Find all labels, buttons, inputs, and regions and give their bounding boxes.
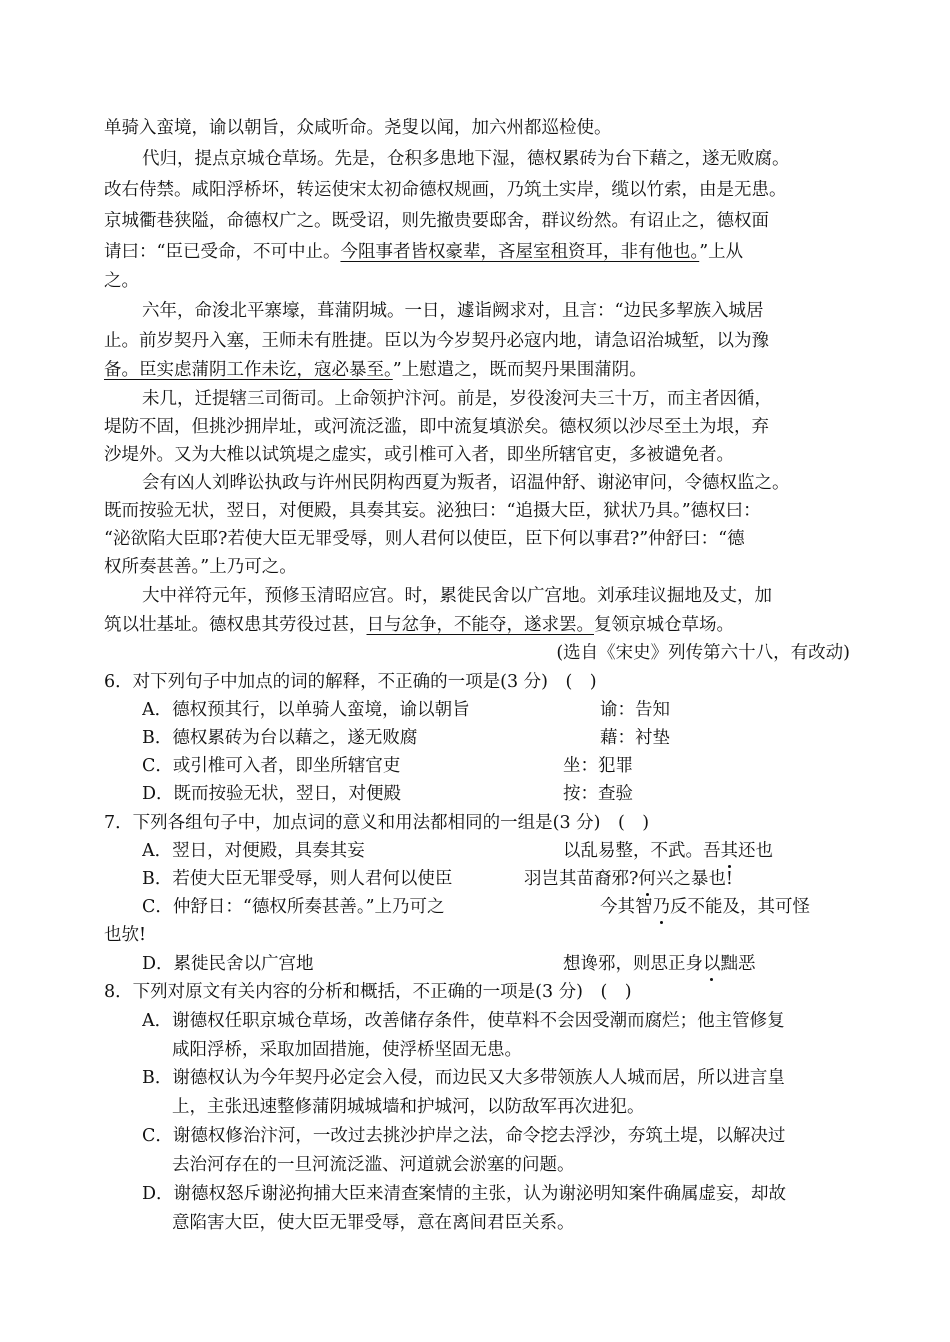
passage-line bbox=[104, 356, 850, 384]
q6-option-a bbox=[142, 696, 888, 724]
q8-option-a-cont: 咸阳浮桥，采取加固措施，使浮桥坚固无患。 bbox=[172, 1040, 522, 1060]
passage-line: 会有凶人刘晔讼执政与许州民阴构西夏为叛者，诏温仲舒、谢泌审问，令德权监之。 bbox=[142, 473, 790, 493]
text-segment: 所辖官吏，多被谴免者。 bbox=[541, 445, 734, 465]
text-segment: 验无状，翌日，对便殿 bbox=[226, 784, 402, 804]
q7-option-a-pair bbox=[563, 837, 773, 865]
q8-option-b-cont: 上，主张迅速整修蒲阴城城墙和护城河，以防敌军再次进犯。 bbox=[172, 1097, 645, 1117]
passage-line: 六年，命浚北平寨壕，葺蒲阴城。一日，遽诣阙求对，且言：“边民多挈族入城居 bbox=[142, 301, 764, 321]
q7-option-d bbox=[142, 950, 888, 978]
text-segment: 黜恶 bbox=[720, 954, 756, 974]
text-segment: 既而 bbox=[104, 501, 139, 521]
text-segment: 今其智 bbox=[600, 897, 653, 917]
q7-option-c-pair bbox=[600, 893, 810, 921]
dotted-char: 乃 bbox=[227, 553, 245, 581]
text-segment: D．既而 bbox=[142, 784, 209, 804]
passage-line bbox=[104, 611, 850, 639]
passage-line: 止。前岁契丹入塞，王师未有胜捷。臣以为今岁契丹必寇内地，请急诏治城堑，以为豫 bbox=[104, 331, 769, 351]
passage-line: 堤防不固，但挑沙拥岸址，或河流泛滥，即中流复填淤矣。德权须以沙尽至土为垠，弃 bbox=[104, 417, 769, 437]
dotted-char: 以 bbox=[703, 950, 721, 978]
text-segment: 以乱易整，不武。吾 bbox=[563, 841, 721, 861]
text-segment: 以使臣，臣下何以事君?”仲舒曰：“德 bbox=[454, 529, 745, 549]
q6-option-d-gloss: 按：查验 bbox=[563, 784, 633, 804]
q8-option-b: B．谢德权认为今年契丹必定会入侵，而边民又大多带领族人人城而居，所以进言皇 bbox=[142, 1068, 785, 1088]
question-8-stem: 8．下列对原文有关内容的分析和概括，不正确的一项是(3 分) ( ) bbox=[104, 982, 632, 1002]
text-segment: 羽岂其苗裔邪? bbox=[524, 869, 639, 889]
dotted-char: 藉 bbox=[650, 145, 668, 173]
q7-option-c-continued: 也欤! bbox=[104, 925, 147, 945]
q6-option-c bbox=[142, 752, 888, 780]
source-citation: (选自《宋史》列传第六十八，有改动) bbox=[556, 643, 850, 663]
q7-option-a bbox=[142, 837, 888, 865]
dotted-char: 谕 bbox=[400, 696, 418, 724]
dotted-char: 坐 bbox=[313, 752, 331, 780]
q6-option-d bbox=[142, 780, 888, 808]
text-segment: 请曰：“臣已受命，不可中止。 bbox=[104, 242, 341, 262]
passage-line: 京城衢巷狭隘，命德权广之。既受诏，则先撤贵要邸舍，群议纷然。有诏止之，德权面 bbox=[104, 211, 769, 231]
q7-option-b bbox=[142, 865, 888, 893]
text-segment: 以使臣 bbox=[399, 869, 453, 889]
question-6-stem: 6．对下列句子中加点的词的解释，不正确的一项是(3 分) ( ) bbox=[104, 672, 597, 692]
q8-option-c-cont: 去治河存在的一旦河流泛滥、河道就会淤塞的问题。 bbox=[172, 1155, 575, 1175]
dotted-char: 其 bbox=[330, 837, 348, 865]
dotted-char: 何 bbox=[638, 865, 656, 893]
q8-option-c: C．谢德权修治汴河，一改过去挑沙护岸之法，命令挖去浮沙，夯筑土堤，以解决过 bbox=[142, 1126, 786, 1146]
q7-option-d-pair bbox=[563, 950, 756, 978]
dotted-char: 坐 bbox=[524, 441, 542, 469]
q8-option-d-cont: 意陷害大臣，使大臣无罪受辱，意在离间君臣关系。 bbox=[172, 1213, 575, 1233]
passage-line: 未几，迁提辖三司衙司。上命领护汴河。前是，岁役浚河夫三十万，而主者因循， bbox=[142, 389, 772, 409]
q6-option-a-gloss: 谕：告知 bbox=[600, 700, 670, 720]
text-segment: 复领京城仓草场。 bbox=[594, 615, 734, 635]
text-segment: 想谗邪，则思正身 bbox=[563, 954, 703, 974]
text-segment: ”上慰遣之，既而契丹果围蒲阴。 bbox=[392, 360, 647, 380]
text-segment: 广宫地 bbox=[261, 954, 314, 974]
passage-line bbox=[104, 525, 850, 553]
text-segment: 妄。泌独曰：“追摄大臣，狱状乃具。”德权曰： bbox=[401, 501, 761, 521]
dotted-char: 乃 bbox=[392, 893, 410, 921]
q6-option-b bbox=[142, 724, 888, 752]
passage-line bbox=[142, 145, 850, 173]
passage-line: 改右侍禁。咸阳浮桥坏，转运使宋太初命德权规画，乃筑土实岸，缆以竹索，由是无患。 bbox=[104, 180, 787, 200]
dotted-char: 以 bbox=[510, 582, 528, 610]
text-segment: 筑以壮基址。德权患其劳役过甚， bbox=[104, 615, 367, 635]
text-segment: 广宫地。刘承珪议掘地及丈，加 bbox=[527, 586, 772, 606]
text-segment: C．仲舒日：“德权所奏甚善。”上 bbox=[142, 897, 393, 917]
dotted-char: 其 bbox=[721, 837, 739, 865]
text-segment: 大中祥符元年，预修玉清昭应宫。时，累徙民舍 bbox=[142, 586, 510, 606]
dotted-char: 按 bbox=[209, 780, 227, 808]
text-segment: 权所奏甚善。”上 bbox=[104, 557, 227, 577]
dotted-char: 以 bbox=[244, 950, 262, 978]
passage-line bbox=[142, 582, 850, 610]
text-segment: 代归，提点京城仓草场。先是，仓积多患地下湿，德权累砖为台下 bbox=[142, 149, 650, 169]
text-segment: B．德权累砖为台以 bbox=[142, 728, 295, 748]
q6-option-b-gloss: 藉：衬垫 bbox=[600, 728, 670, 748]
dotted-char: 乃 bbox=[653, 893, 671, 921]
underlined-sentence: 备。臣实虑蒲阴工作未讫，寇必暴至。 bbox=[104, 360, 393, 380]
text-segment: 还也 bbox=[738, 841, 773, 861]
dotted-char: 藉 bbox=[295, 724, 313, 752]
text-segment: 妄 bbox=[347, 841, 365, 861]
q8-option-a: A．谢德权任职京城仓草场，改善储存条件，使草料不会因受潮而腐烂；他主管修复 bbox=[142, 1011, 785, 1031]
text-segment: 验无状，翌日，对便殿，具奏 bbox=[156, 501, 384, 521]
q8-option-d: D．谢德权怒斥谢泌拘捕大臣来清查案情的主张，认为谢泌明知案件确属虚妄，却故 bbox=[142, 1184, 787, 1204]
passage-line bbox=[104, 238, 850, 266]
passage-line: 单骑入蛮境，谕以朝旨，众咸听命。尧叟以闻，加六州都巡检使。 bbox=[104, 118, 612, 138]
text-segment: 之，遂无败腐。 bbox=[667, 149, 790, 169]
underlined-sentence: 今阻事者皆权豪辈，吝屋室租资耳，非有他也。 bbox=[340, 242, 700, 262]
text-segment: 以朝旨 bbox=[417, 700, 470, 720]
text-segment: A．德权预其行，以单骑人蛮境， bbox=[142, 700, 400, 720]
passage-line bbox=[104, 441, 850, 469]
passage-line: 之。 bbox=[104, 271, 139, 291]
passage-line bbox=[104, 497, 850, 525]
text-segment: ”上从 bbox=[699, 242, 744, 262]
text-segment: B．若使大臣无罪受辱，则人君 bbox=[142, 869, 383, 889]
text-segment: A．翌日，对便殿，具奏 bbox=[142, 841, 330, 861]
text-segment: 之，遂无败腐 bbox=[312, 728, 418, 748]
text-segment: C．或引椎可入者，即 bbox=[142, 756, 313, 776]
text-segment: 兴之暴也! bbox=[655, 869, 733, 889]
text-segment: 可之。 bbox=[244, 557, 297, 577]
underlined-sentence: 日与忿争，不能夺，遂求罢。 bbox=[366, 615, 594, 635]
text-segment: 反不能及，其可怪 bbox=[670, 897, 810, 917]
dotted-char: 何 bbox=[382, 865, 400, 893]
text-segment: D．累徙民舍 bbox=[142, 954, 244, 974]
text-segment: 可之 bbox=[409, 897, 445, 917]
text-segment: 沙堤外。又为大椎以试筑堤之虚实，或引椎可入者，即 bbox=[104, 445, 524, 465]
dotted-char: 其 bbox=[384, 497, 402, 525]
passage-line bbox=[104, 553, 850, 581]
text-segment: “泌欲陷大臣耶?若使大臣无罪受辱，则人君 bbox=[104, 529, 438, 549]
text-segment: 所辖官吏 bbox=[330, 756, 401, 776]
q7-option-b-pair bbox=[524, 865, 733, 893]
q6-option-c-gloss: 坐：犯罪 bbox=[563, 756, 633, 776]
dotted-char: 按 bbox=[139, 497, 157, 525]
question-7-stem: 7．下列各组句子中，加点词的意义和用法都相同的一组是(3 分) ( ) bbox=[104, 813, 650, 833]
dotted-char: 何 bbox=[437, 525, 455, 553]
